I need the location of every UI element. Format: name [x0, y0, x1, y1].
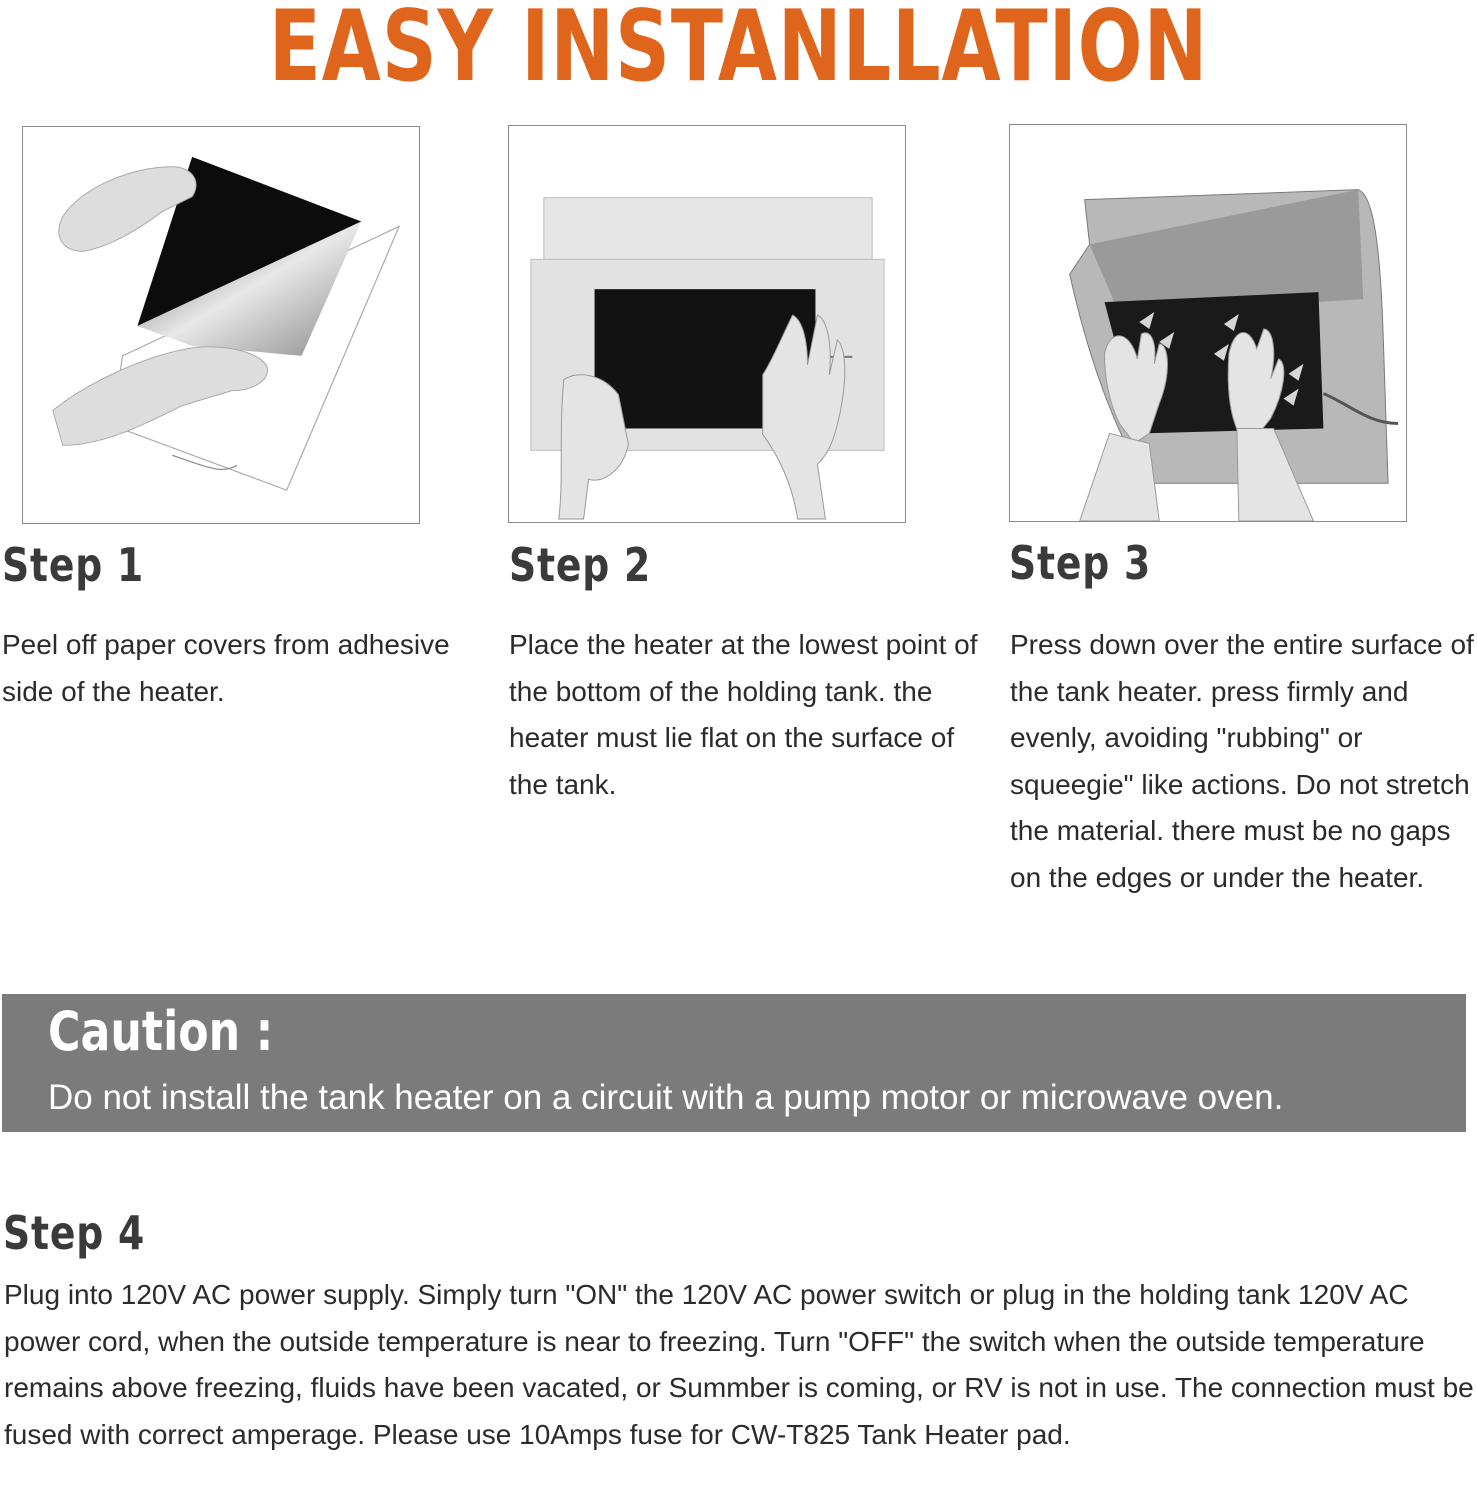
peel-adhesive-illustration: [23, 127, 419, 523]
caution-text: Do not install the tank heater on a circuit with a pump motor or microwave oven.: [48, 1078, 1284, 1117]
step-2-text: Place the heater at the lowest point of the bottom of the holding tank. the heater must lie flat on the surface of the tank.: [509, 629, 978, 800]
place-heater-illustration: [509, 126, 905, 522]
step-3-heading: Step 3: [1009, 536, 1152, 590]
press-heater-illustration: [1010, 125, 1406, 521]
step-1-text: Peel off paper covers from adhesive side of the heater.: [2, 629, 450, 707]
step-1-illustration: [22, 126, 420, 524]
step-2-heading: Step 2: [509, 538, 652, 592]
step-4-heading: Step 4: [3, 1206, 146, 1260]
step-3-text: Press down over the entire surface of the tank heater. press firmly and evenly, avoiding "rubbing" or squeegie" like actions. Do not stretch the material. there must be no gaps on the edges or under the heater.: [1010, 629, 1474, 893]
step-2-illustration: [508, 125, 906, 523]
step-1-heading: Step 1: [2, 538, 145, 592]
page-title: EASY INSTANLLATION: [268, 0, 1209, 104]
caution-banner: [2, 994, 1466, 1132]
caution-title: Caution :: [48, 1000, 274, 1063]
step-4-text: Plug into 120V AC power supply. Simply turn "ON" the 120V AC power switch or plug in the holding tank 120V AC power cord, when the outside temperature is near to freezing. Turn "OFF" the switch when the outside temperature remains above freezing, fluids have been vacated, or Summber is coming, or RV is not in use. The connection must be fused with correct amperage. Please use 10Amps fuse for CW-T825 Tank Heater pad.: [4, 1279, 1474, 1450]
step-3-illustration: [1009, 124, 1407, 522]
